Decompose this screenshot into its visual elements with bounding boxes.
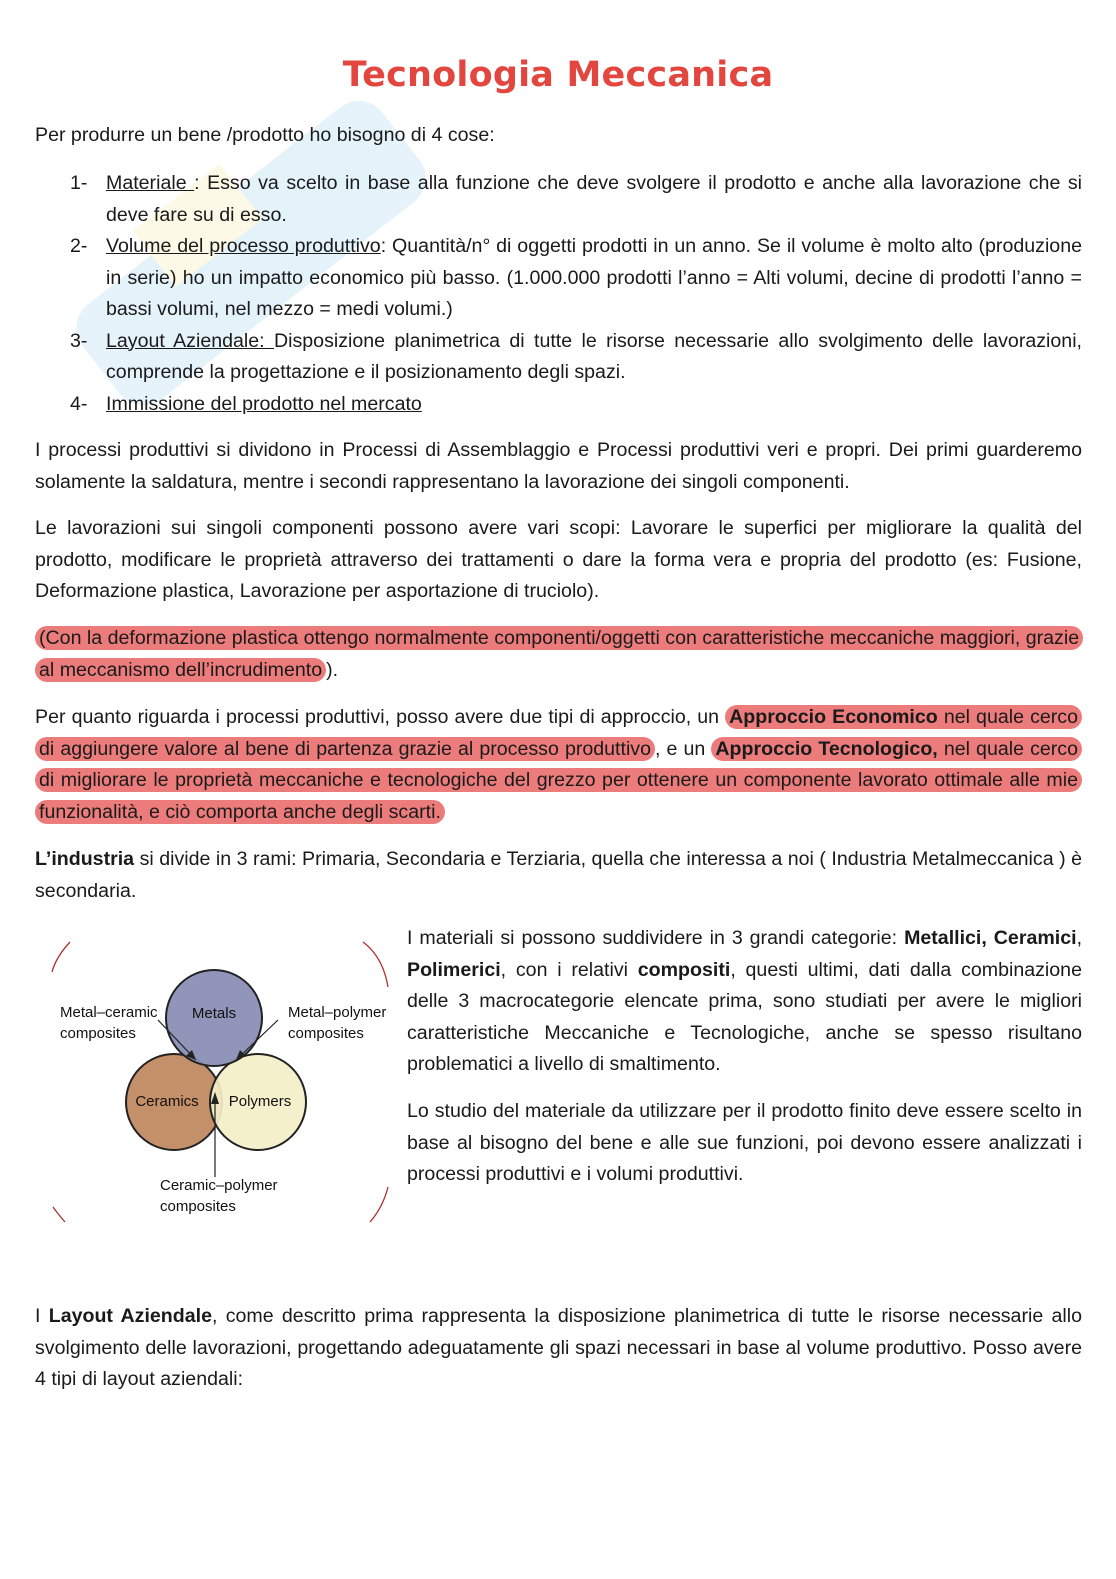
paragraph-deformazione: (Con la deformazione plastica ottengo normalmente componenti/oggetti con caratteristiche meccaniche maggiori, grazie al meccanismo dell’incrudimento ). <box>35 623 1082 686</box>
highlight: (Con la deformazione plastica ottengo normalmente componenti/oggetti con caratteristiche meccaniche maggiori, grazie al meccanismo dell’incrudimento <box>35 626 1083 682</box>
venn-label-metals: Metals <box>191 1005 237 1022</box>
requirements-list <box>70 168 1082 420</box>
list-number: 3- <box>70 329 88 352</box>
highlight-approccio-economico: Approccio Economico nel quale cerco di aggiungere valore al bene di partenza grazie al processo produttivo <box>35 705 1082 761</box>
list-number: 4- <box>70 392 88 415</box>
list-term: Materiale <box>106 172 195 194</box>
list-text: : Esso va scelto in base alla funzione che deve svolgere il prodotto e anche alla lavorazione che si deve fare su di esso. <box>106 172 1083 226</box>
intro-line: Per produrre un bene /prodotto ho bisogno di 4 cose: <box>35 124 495 146</box>
paragraph-lavorazioni: Le lavorazioni sui singoli componenti possono avere vari scopi: Lavorare le superfici per migliorare la qualità del prodotto, modificare le proprietà attraverso dei trattamenti o dare la forma vera e propria del prodotto (es: Fusione, Deformazione plastica, Lavorazione per asportazione di truciolo). <box>35 517 1082 602</box>
venn-label-metal-polymer: Metal–polymer <box>288 1004 387 1021</box>
list-item <box>70 389 1082 421</box>
venn-label-metal-ceramic-2: composites <box>60 1025 136 1042</box>
list-text: Disposizione planimetrica di tutte le risorse necessarie allo svolgimento delle lavorazioni, comprende la progettazione e il posizionamento degli spazi. <box>106 329 1082 383</box>
list-term: Immissione del prodotto nel mercato <box>106 392 422 415</box>
paragraph-industria: L’industria si divide in 3 rami: Primaria, Secondaria e Terziaria, quella che interessa a noi ( Industria Metalmeccanica ) è secondaria. <box>35 848 1082 902</box>
materials-venn-diagram <box>48 932 393 1227</box>
venn-label-metal-polymer-2: composites <box>288 1025 364 1042</box>
list-item <box>70 168 1082 231</box>
list-number: 1- <box>70 172 88 194</box>
paragraph-processi: I processi produttivi si dividono in Processi di Assemblaggio e Processi produttivi veri e propri. Dei primi guarderemo solamente la saldatura, mentre i secondi rappresentano la lavorazione dei singoli componenti. <box>35 439 1082 493</box>
list-item <box>70 231 1082 326</box>
list-term: Volume del processo produttivo <box>106 235 381 257</box>
venn-label-ceramics: Ceramics <box>135 1093 199 1110</box>
list-item <box>70 326 1082 389</box>
list-text: : Quantità/n° di oggetti prodotti in un anno. Se il volume è molto alto (produzione in serie) ho un impatto economico più basso. (1.000.000 prodotti l’anno = Alti volumi, decine di prodotti l’anno = bassi volumi, nel mezzo = medi volumi.) <box>106 235 1082 320</box>
paragraph-layout: I Layout Aziendale, come descritto prima rappresenta la disposizione planimetrica di tutte le risorse necessarie allo svolgimento delle lavorazioni, progettando adeguatamente gli spazi necessari in base al volume produttivo. Posso avere 4 tipi di layout aziendali: <box>35 1305 1082 1390</box>
venn-label-ceramic-polymer-2: composites <box>160 1198 236 1215</box>
paragraph-materiali: I materiali si possono suddividere in 3 grandi categorie: Metallici, Ceramici, Polimerici, con i relativi compositi, questi ultimi, dati dalla combinazione delle 3 macrocategorie elencate prima, sono studiati per avere le migliori caratteristiche Meccaniche e Tecnologiche, anche se spesso risultano problematici a livello di smaltimento. <box>407 927 1083 1075</box>
list-number: 2- <box>70 235 88 257</box>
paragraph-approccio: Per quanto riguarda i processi produttivi, posso avere due tipi di approccio, un Approccio Economico nel quale cerco di aggiungere valore al bene di partenza grazie al processo produttivo , e un Approccio Tecnologico, nel quale cerco di migliorare le proprietà meccaniche e tecnologiche del grezzo per ottenere un componente lavorato ottimale alle mie funzionalità, e ciò comporta anche degli scarti. <box>35 702 1082 828</box>
venn-label-polymers: Polymers <box>228 1093 292 1110</box>
highlight-approccio-tecnologico: Approccio Tecnologico, nel quale cerco di migliorare le proprietà meccaniche e tecnologiche del grezzo per ottenere un componente lavorato ottimale alle mie funzionalità, e ciò comporta anche degli scarti. <box>35 737 1082 824</box>
paragraph-studio: Lo studio del materiale da utilizzare per il prodotto finito deve essere scelto in base al bisogno del bene e alle sue funzioni, poi devono essere analizzati i processi produttivi e i volumi produttivi. <box>407 1100 1082 1185</box>
venn-label-metal-ceramic: Metal–ceramic <box>60 1004 158 1021</box>
venn-label-ceramic-polymer: Ceramic–polymer <box>160 1177 278 1194</box>
list-term: Layout Aziendale: <box>106 329 274 352</box>
page-title: Tecnologia Meccanica <box>342 55 774 95</box>
